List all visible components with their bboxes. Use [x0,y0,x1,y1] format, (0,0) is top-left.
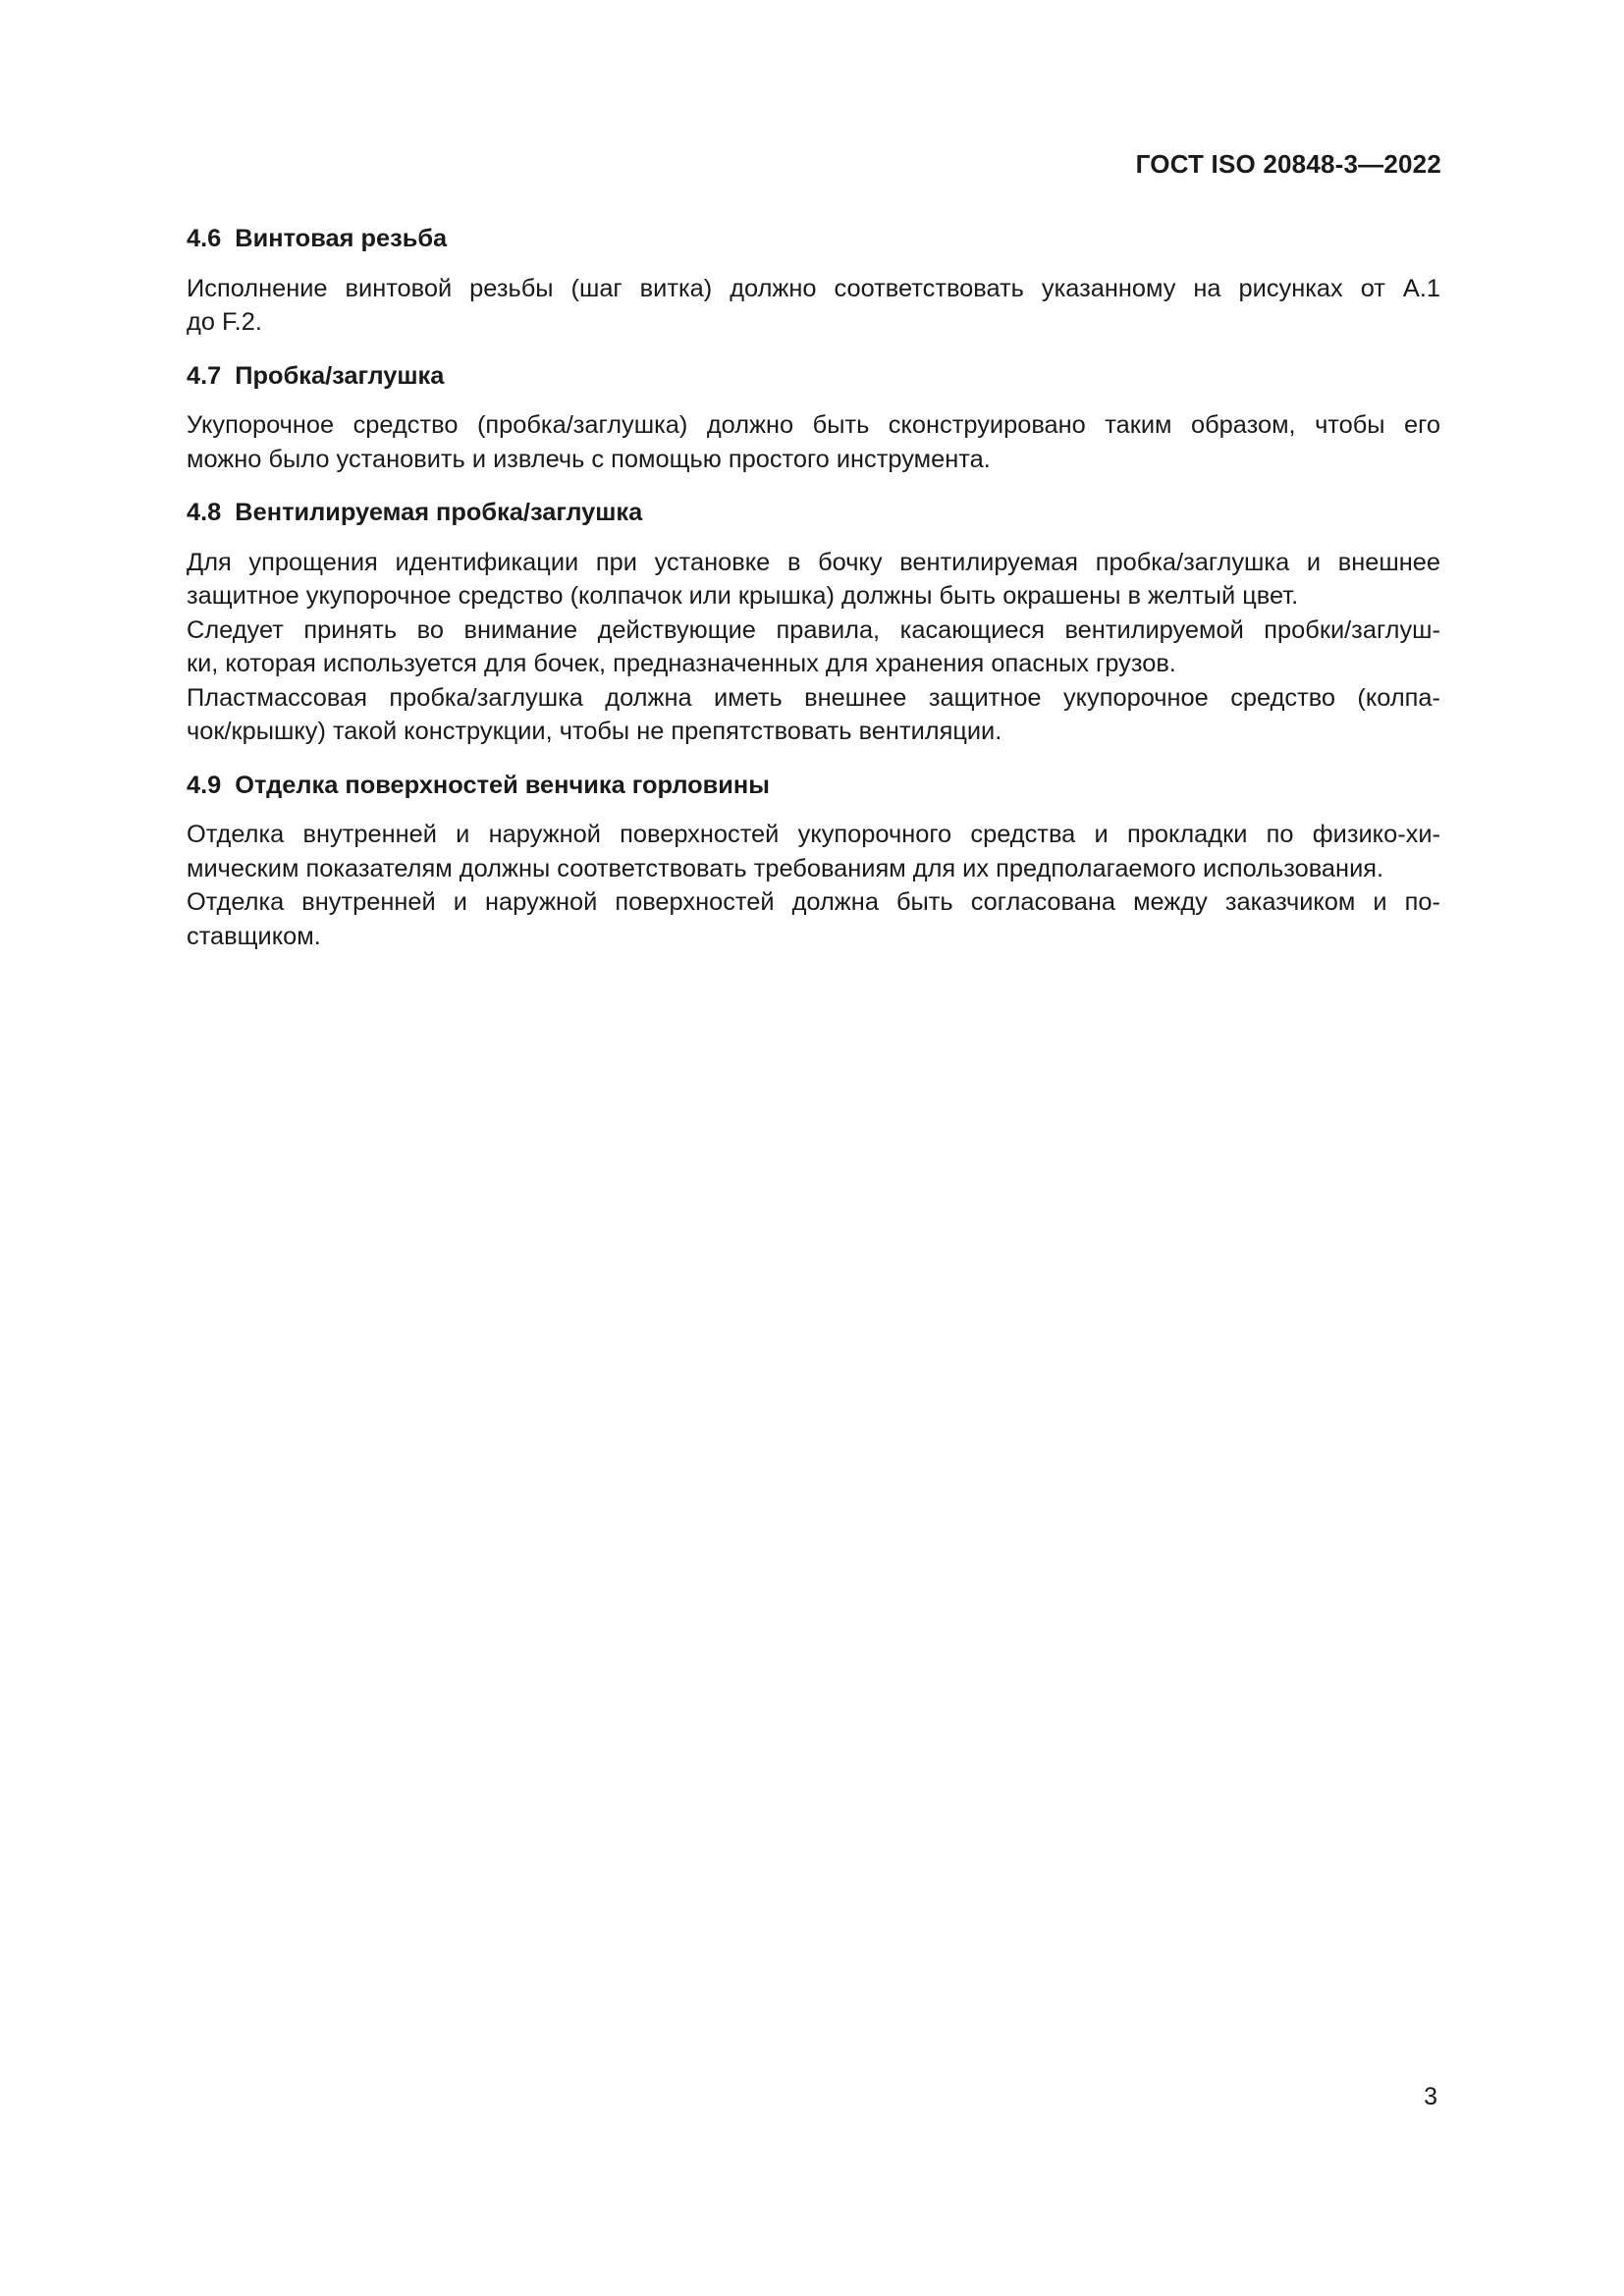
section-heading [117,359,1440,394]
paragraph [117,272,1440,340]
text-line: ставщиком. [187,922,321,950]
section-title: Вентилируемая пробка/заглушка [235,499,643,526]
section-4-8 [117,496,1440,749]
section-title: Пробка/заглушка [235,361,445,390]
paragraph [117,681,1440,749]
paragraph [117,614,1440,681]
section-4-6 [117,222,1440,340]
paragraph [117,408,1440,476]
section-heading [117,496,1440,530]
text-line: чок/крышку) такой конструкции, чтобы не препятствовать вентиляции. [187,718,1002,745]
text-line: до F.2. [187,308,262,336]
text-line: Отделка внутренней и наружной поверхностей укупорочного средства и прокладки по физико-хи- [187,821,1440,848]
text-line: Для упрощения идентификации при установке в бочку вентилируемая пробка/заглушка и внешнее [187,548,1440,576]
text-line: защитное укупорочное средство (колпачок или крышка) должны быть окрашены в желтый цвет. [187,582,1299,610]
text-line: мическим показателям должны соответствовать требованиям для их предполагаемого использования. [187,854,1384,882]
section-heading [117,769,1440,803]
section-4-7 [117,359,1440,477]
section-title: Винтовая резьба [235,225,448,252]
text-line: Отделка внутренней и наружной поверхностей должна быть согласована между заказчиком и по- [187,888,1440,916]
section-number: 4.7 [187,361,222,390]
text-line: Укупорочное средство (пробка/заглушка) должно быть сконструировано таким образом, чтобы его [187,411,1440,439]
section-number: 4.6 [187,225,222,252]
text-line: Исполнение винтовой резьбы (шаг витка) должно соответствовать указанному на рисунках от А.1 [187,274,1440,302]
paragraph [117,546,1440,614]
page-number: 3 [1424,2083,1437,2110]
paragraph [117,818,1440,885]
section-heading [117,222,1440,256]
document-header: ГОСТ ISO 20848-3—2022 [1135,149,1441,179]
paragraph [117,885,1440,953]
document-body [117,222,1440,973]
text-line: Следует принять во внимание действующие правила, касающиеся вентилируемой пробки/заглуш- [187,615,1440,644]
text-line: Пластмассовая пробка/заглушка должна иметь внешнее защитное укупорочное средство (колпа- [187,683,1440,712]
text-line: ки, которая используется для бочек, предназначенных для хранения опасных грузов. [187,650,1176,677]
text-line: можно было установить и извлечь с помощью простого инструмента. [187,445,991,473]
section-number: 4.8 [187,499,222,526]
section-number: 4.9 [187,771,222,799]
section-4-9 [117,769,1440,954]
section-title: Отделка поверхностей венчика горловины [235,771,770,799]
